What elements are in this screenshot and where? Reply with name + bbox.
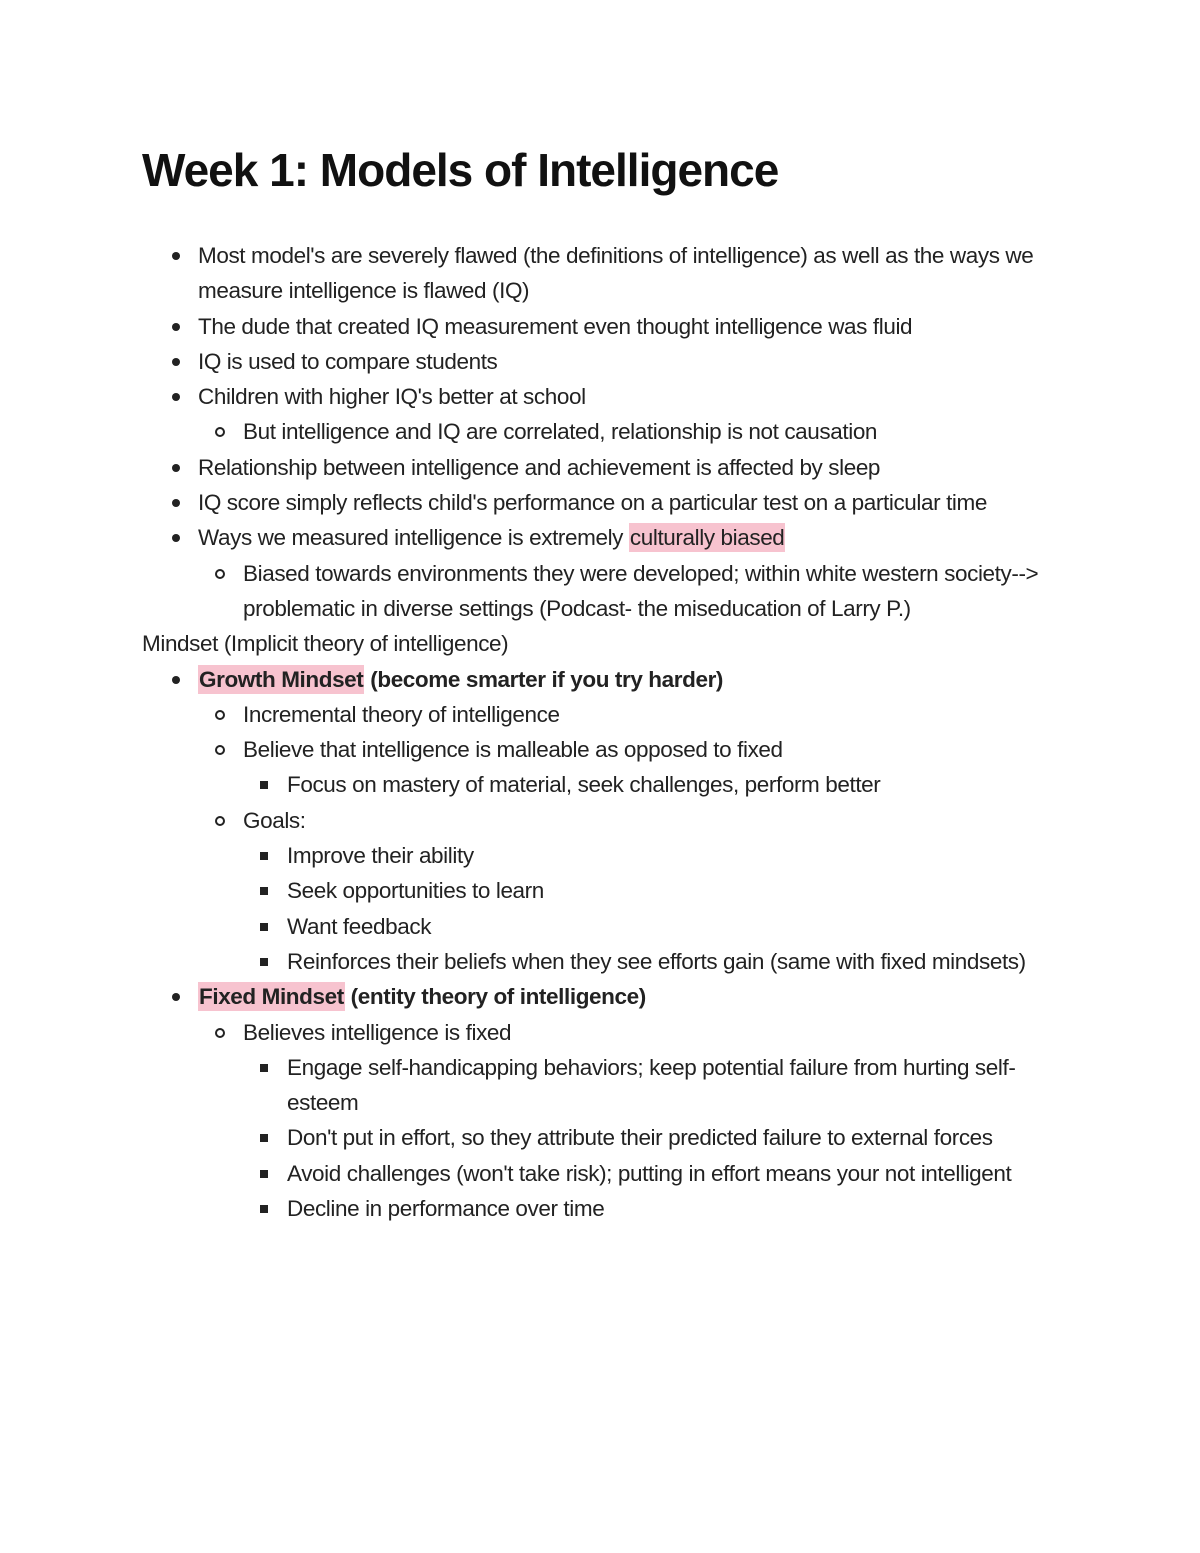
bullet-disc-icon — [172, 676, 180, 684]
bullet-square-icon — [260, 923, 268, 931]
list-item: The dude that created IQ measurement even thought intelligence was fluid — [142, 309, 1072, 344]
bullet-disc-icon — [172, 464, 180, 472]
bullet-square-icon — [260, 958, 268, 966]
list-item: Growth Mindset (become smarter if you try harder) — [142, 662, 1072, 697]
bullet-circle-icon — [215, 710, 225, 720]
section-heading: Mindset (Implicit theory of intelligence) — [142, 631, 509, 657]
list-item: Incremental theory of intelligence — [142, 697, 1072, 732]
bullet-circle-icon — [215, 427, 225, 437]
list-item: Biased towards environments they were developed; within white western society--> problematic in diverse settings (Podcast- the miseducation of Larry P.) — [142, 556, 1072, 627]
bullet-circle-icon — [215, 816, 225, 826]
bullet-disc-icon — [172, 358, 180, 366]
fixed-mindset-section — [142, 979, 1072, 1226]
list-item: Reinforces their beliefs when they see efforts gain (same with fixed mindsets) — [142, 944, 1072, 979]
bullet-disc-icon — [172, 993, 180, 1001]
intro-list — [142, 238, 1072, 626]
bullet-square-icon — [260, 1170, 268, 1178]
list-item: IQ is used to compare students — [142, 344, 1072, 379]
document-page — [142, 140, 1072, 1226]
bullet-square-icon — [260, 1205, 268, 1213]
list-item: Goals: — [142, 803, 1072, 838]
bullet-circle-icon — [215, 569, 225, 579]
bullet-disc-icon — [172, 393, 180, 401]
list-item: But intelligence and IQ are correlated, relationship is not causation — [142, 414, 1072, 449]
bullet-square-icon — [260, 1134, 268, 1142]
list-item: Want feedback — [142, 909, 1072, 944]
list-item: Focus on mastery of material, seek challenges, perform better — [142, 767, 1072, 802]
list-item: Children with higher IQ's better at school — [142, 379, 1072, 414]
list-item: Improve their ability — [142, 838, 1072, 873]
list-item: Believes intelligence is fixed — [142, 1015, 1072, 1050]
bullet-circle-icon — [215, 1028, 225, 1038]
bullet-square-icon — [260, 887, 268, 895]
highlight: Growth Mindset — [199, 666, 364, 692]
list-item: Decline in performance over time — [142, 1191, 1072, 1226]
bullet-square-icon — [260, 852, 268, 860]
list-item: Avoid challenges (won't take risk); putting in effort means your not intelligent — [142, 1156, 1072, 1191]
bullet-circle-icon — [215, 745, 225, 755]
list-item: Relationship between intelligence and achievement is affected by sleep — [142, 450, 1072, 485]
highlight: culturally biased — [629, 525, 785, 551]
list-item: Fixed Mindset (entity theory of intelligence) — [142, 979, 1072, 1014]
bullet-square-icon — [260, 1064, 268, 1072]
bullet-disc-icon — [172, 534, 180, 542]
list-item: Most model's are severely flawed (the definitions of intelligence) as well as the ways we measure intelligence is flawed (IQ) — [142, 238, 1072, 309]
bullet-disc-icon — [172, 323, 180, 331]
growth-mindset-section — [142, 662, 1072, 980]
bullet-disc-icon — [172, 499, 180, 507]
list-item: Engage self-handicapping behaviors; keep potential failure from hurting self-esteem — [142, 1050, 1072, 1121]
list-item: Seek opportunities to learn — [142, 873, 1072, 908]
list-item: Don't put in effort, so they attribute their predicted failure to external forces — [142, 1120, 1072, 1155]
list-item: IQ score simply reflects child's performance on a particular test on a particular time — [142, 485, 1072, 520]
highlight: Fixed Mindset — [199, 984, 344, 1010]
bullet-square-icon — [260, 781, 268, 789]
list-item: Believe that intelligence is malleable as opposed to fixed — [142, 732, 1072, 767]
list-item: Ways we measured intelligence is extremely culturally biased — [142, 520, 1072, 555]
bullet-disc-icon — [172, 252, 180, 260]
page-title: Week 1: Models of Intelligence — [142, 144, 779, 196]
